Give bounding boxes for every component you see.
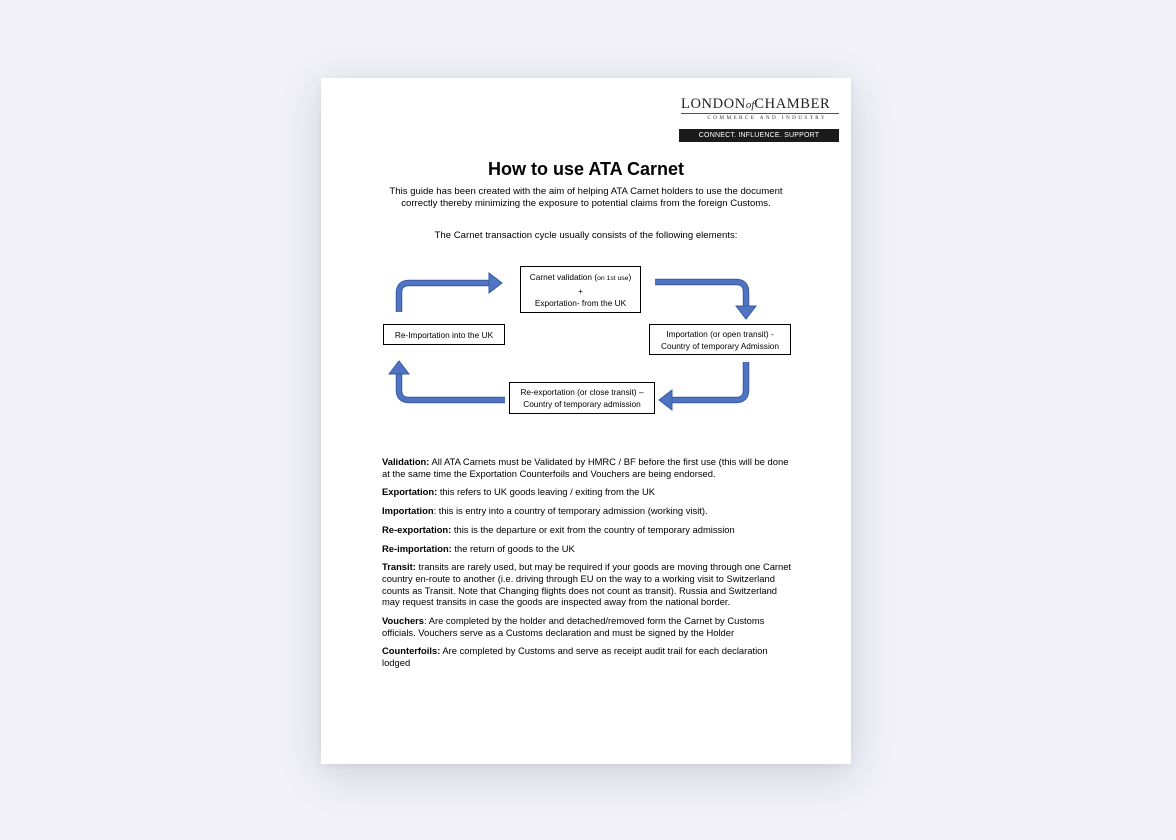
definition-term: Exportation: (382, 486, 438, 498)
reimportation-box: Re-Importation into the UK (383, 324, 505, 345)
definition-term: Counterfoils: (382, 645, 441, 657)
definition-term: Importation (382, 505, 434, 517)
definition-text: the return of goods to the UK (451, 542, 575, 554)
intro-paragraph: This guide has been created with the aim of helping ATA Carnet holders to use the document correctly thereby minimizing the exposure to potential claims from the foreign Customs. (389, 186, 783, 209)
validation-box: Carnet validation (on 1st use) + Exportation- from the UK (520, 266, 641, 313)
cycle-lead-text: The Carnet transaction cycle usually consists of the following elements: (434, 230, 738, 241)
definitions-list (382, 456, 792, 676)
definition-text: this is the departure or exit from the country of temporary admission (451, 523, 735, 535)
definition-text: All ATA Carnets must be Validated by HMRC / BF before the first use (this will be done at the same time the Exportation Counterfoils and Vouchers are being endorsed. (382, 456, 789, 479)
logo-name: LONDONofCHAMBER (681, 96, 839, 114)
definition-item (382, 524, 792, 536)
logo-subline: COMMERCE AND INDUSTRY (707, 115, 827, 121)
definition-term: Transit: (382, 561, 416, 573)
arrow-to-importation (655, 282, 756, 319)
definition-item (382, 645, 792, 668)
definition-item (382, 486, 792, 498)
definition-text: Are completed by Customs and serve as receipt audit trail for each declaration lodged (382, 645, 768, 669)
arrow-to-reexportation (659, 362, 746, 410)
page-title: How to use ATA Carnet (487, 159, 684, 179)
definition-text: this refers to UK goods leaving / exiting from the UK (437, 486, 656, 498)
definition-text: : this is entry into a country of temporary admission (working visit). (433, 505, 708, 517)
arrow-to-validation (399, 273, 502, 312)
definition-term: Vouchers (382, 615, 425, 627)
reexportation-box: Re-exportation (or close transit) – Country of temporary admission (509, 382, 655, 414)
london-chamber-logo (681, 96, 839, 123)
document-page (321, 78, 851, 764)
definition-item (382, 456, 792, 479)
definition-item (382, 505, 792, 517)
definition-item (382, 615, 792, 638)
arrow-to-reimportation (389, 361, 505, 400)
definition-term: Validation: (382, 456, 430, 467)
definition-item (382, 561, 792, 608)
definition-text: transits are rarely used, but may be required if your goods are moving through one Carnet country en-route to another (i.e. driving through EU on the way to a working visit to Switzerland counts as Transit. Note that Changing flights does not count as transit). Russia and Switzerland may request transits in case the goods are inspected away from the national border. (382, 561, 792, 608)
definition-text: : Are completed by the holder and detached/removed form the Carnet by Customs officials. Vouchers serve as a Customs declaration and must be signed by the Holder (382, 615, 765, 638)
definition-term: Re-importation: (382, 542, 452, 554)
logo-tagline: CONNECT. INFLUENCE. SUPPORT (679, 129, 839, 142)
importation-box: Importation (or open transit) - Country of temporary Admission (649, 324, 791, 355)
definition-term: Re-exportation: (382, 523, 452, 535)
definition-item (382, 543, 792, 555)
